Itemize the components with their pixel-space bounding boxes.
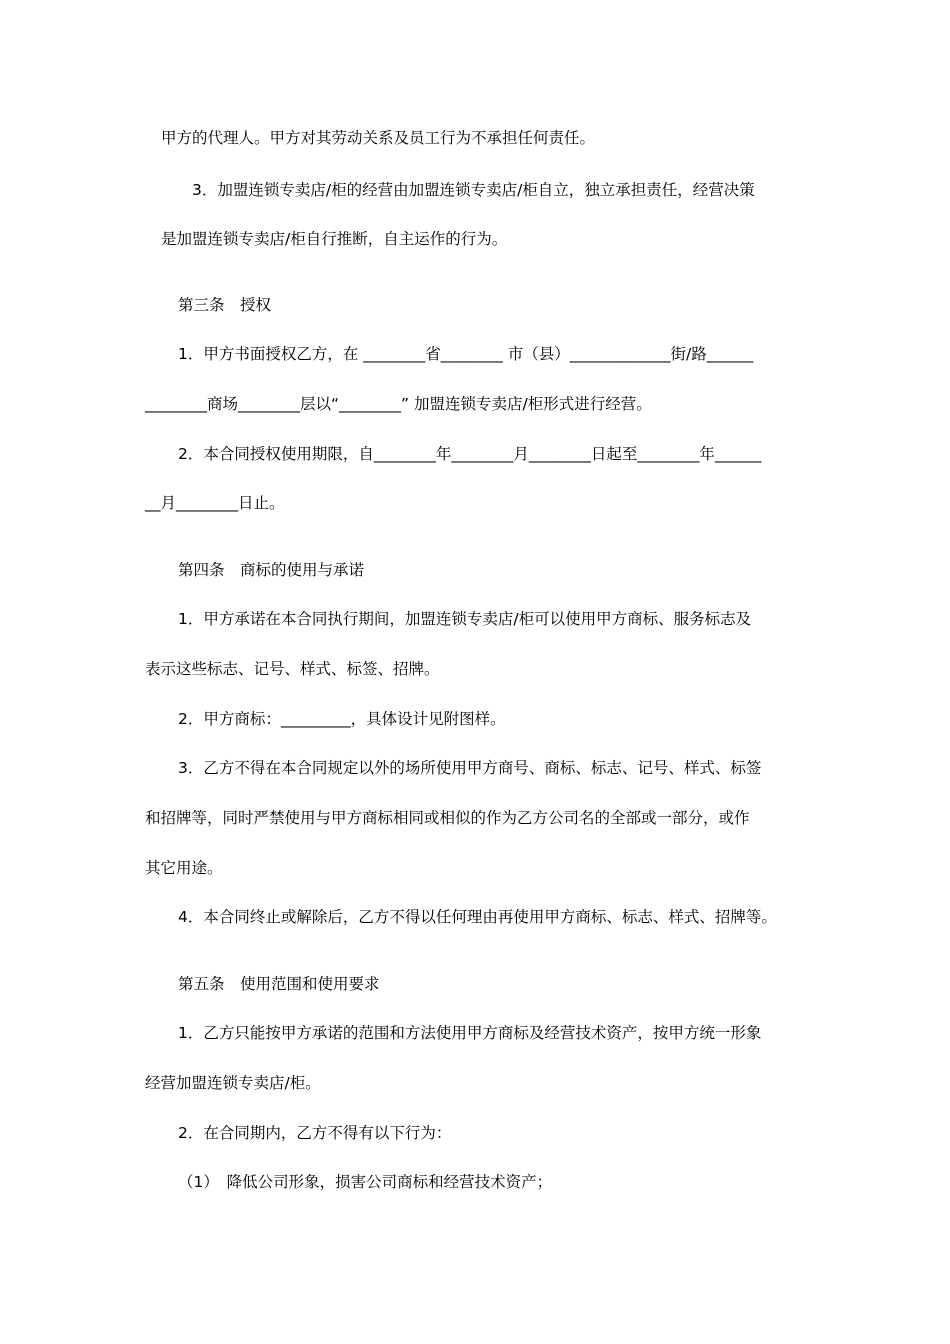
paragraph-line: 和招牌等，同时严禁使用与甲方商标相同或相似的作为乙方公司名的全部或一部分，或作 xyxy=(145,809,750,827)
paragraph-line: 2．在合同期内，乙方不得有以下行为： xyxy=(178,1124,452,1142)
paragraph-line: 经营加盟连锁专卖店/柜。 xyxy=(145,1074,321,1092)
paragraph-line: 3．加盟连锁专卖店/柜的经营由加盟连锁专卖店/柜自立，独立承担责任，经营决策 xyxy=(192,181,755,199)
paragraph-line: 3．乙方不得在本合同规定以外的场所使用甲方商号、商标、标志、记号、样式、标签 xyxy=(178,759,762,777)
paragraph-line: 甲方的代理人。甲方对其劳动关系及员工行为不承担任何责任。 xyxy=(161,129,596,147)
section-heading: 第三条 授权 xyxy=(178,296,272,314)
paragraph-line: 是加盟连锁专卖店/柜自行推断，自主运作的行为。 xyxy=(161,230,508,248)
list-item: （1） 降低公司形象，损害公司商标和经营技术资产； xyxy=(178,1173,553,1191)
paragraph-line: 2．本合同授权使用期限，自________年________月________日起至________年______ xyxy=(178,445,762,463)
paragraph-line: 1．乙方只能按甲方承诺的范围和方法使用甲方商标及经营技术资产，按甲方统一形象 xyxy=(178,1024,762,1042)
paragraph-line: __月________日止。 xyxy=(145,494,285,512)
paragraph-line: ________商场________层以“________” 加盟连锁专卖店/柜形式进行经营。 xyxy=(145,395,652,413)
paragraph-line: 其它用途。 xyxy=(145,859,223,877)
paragraph-line: 1．甲方承诺在本合同执行期间，加盟连锁专卖店/柜可以使用甲方商标、服务标志及 xyxy=(178,610,752,628)
paragraph-line: 表示这些标志、记号、样式、标签、招牌。 xyxy=(145,660,440,678)
paragraph-line: 1．甲方书面授权乙方，在 ________省________ 市（县）_____________街/路______ xyxy=(178,345,754,363)
paragraph-line: 2．甲方商标：_________，具体设计见附图样。 xyxy=(178,710,506,728)
paragraph-line: 4．本合同终止或解除后，乙方不得以任何理由再使用甲方商标、标志、样式、招牌等。 xyxy=(178,908,777,926)
section-heading: 第四条 商标的使用与承诺 xyxy=(178,561,365,579)
section-heading: 第五条 使用范围和使用要求 xyxy=(178,975,380,993)
